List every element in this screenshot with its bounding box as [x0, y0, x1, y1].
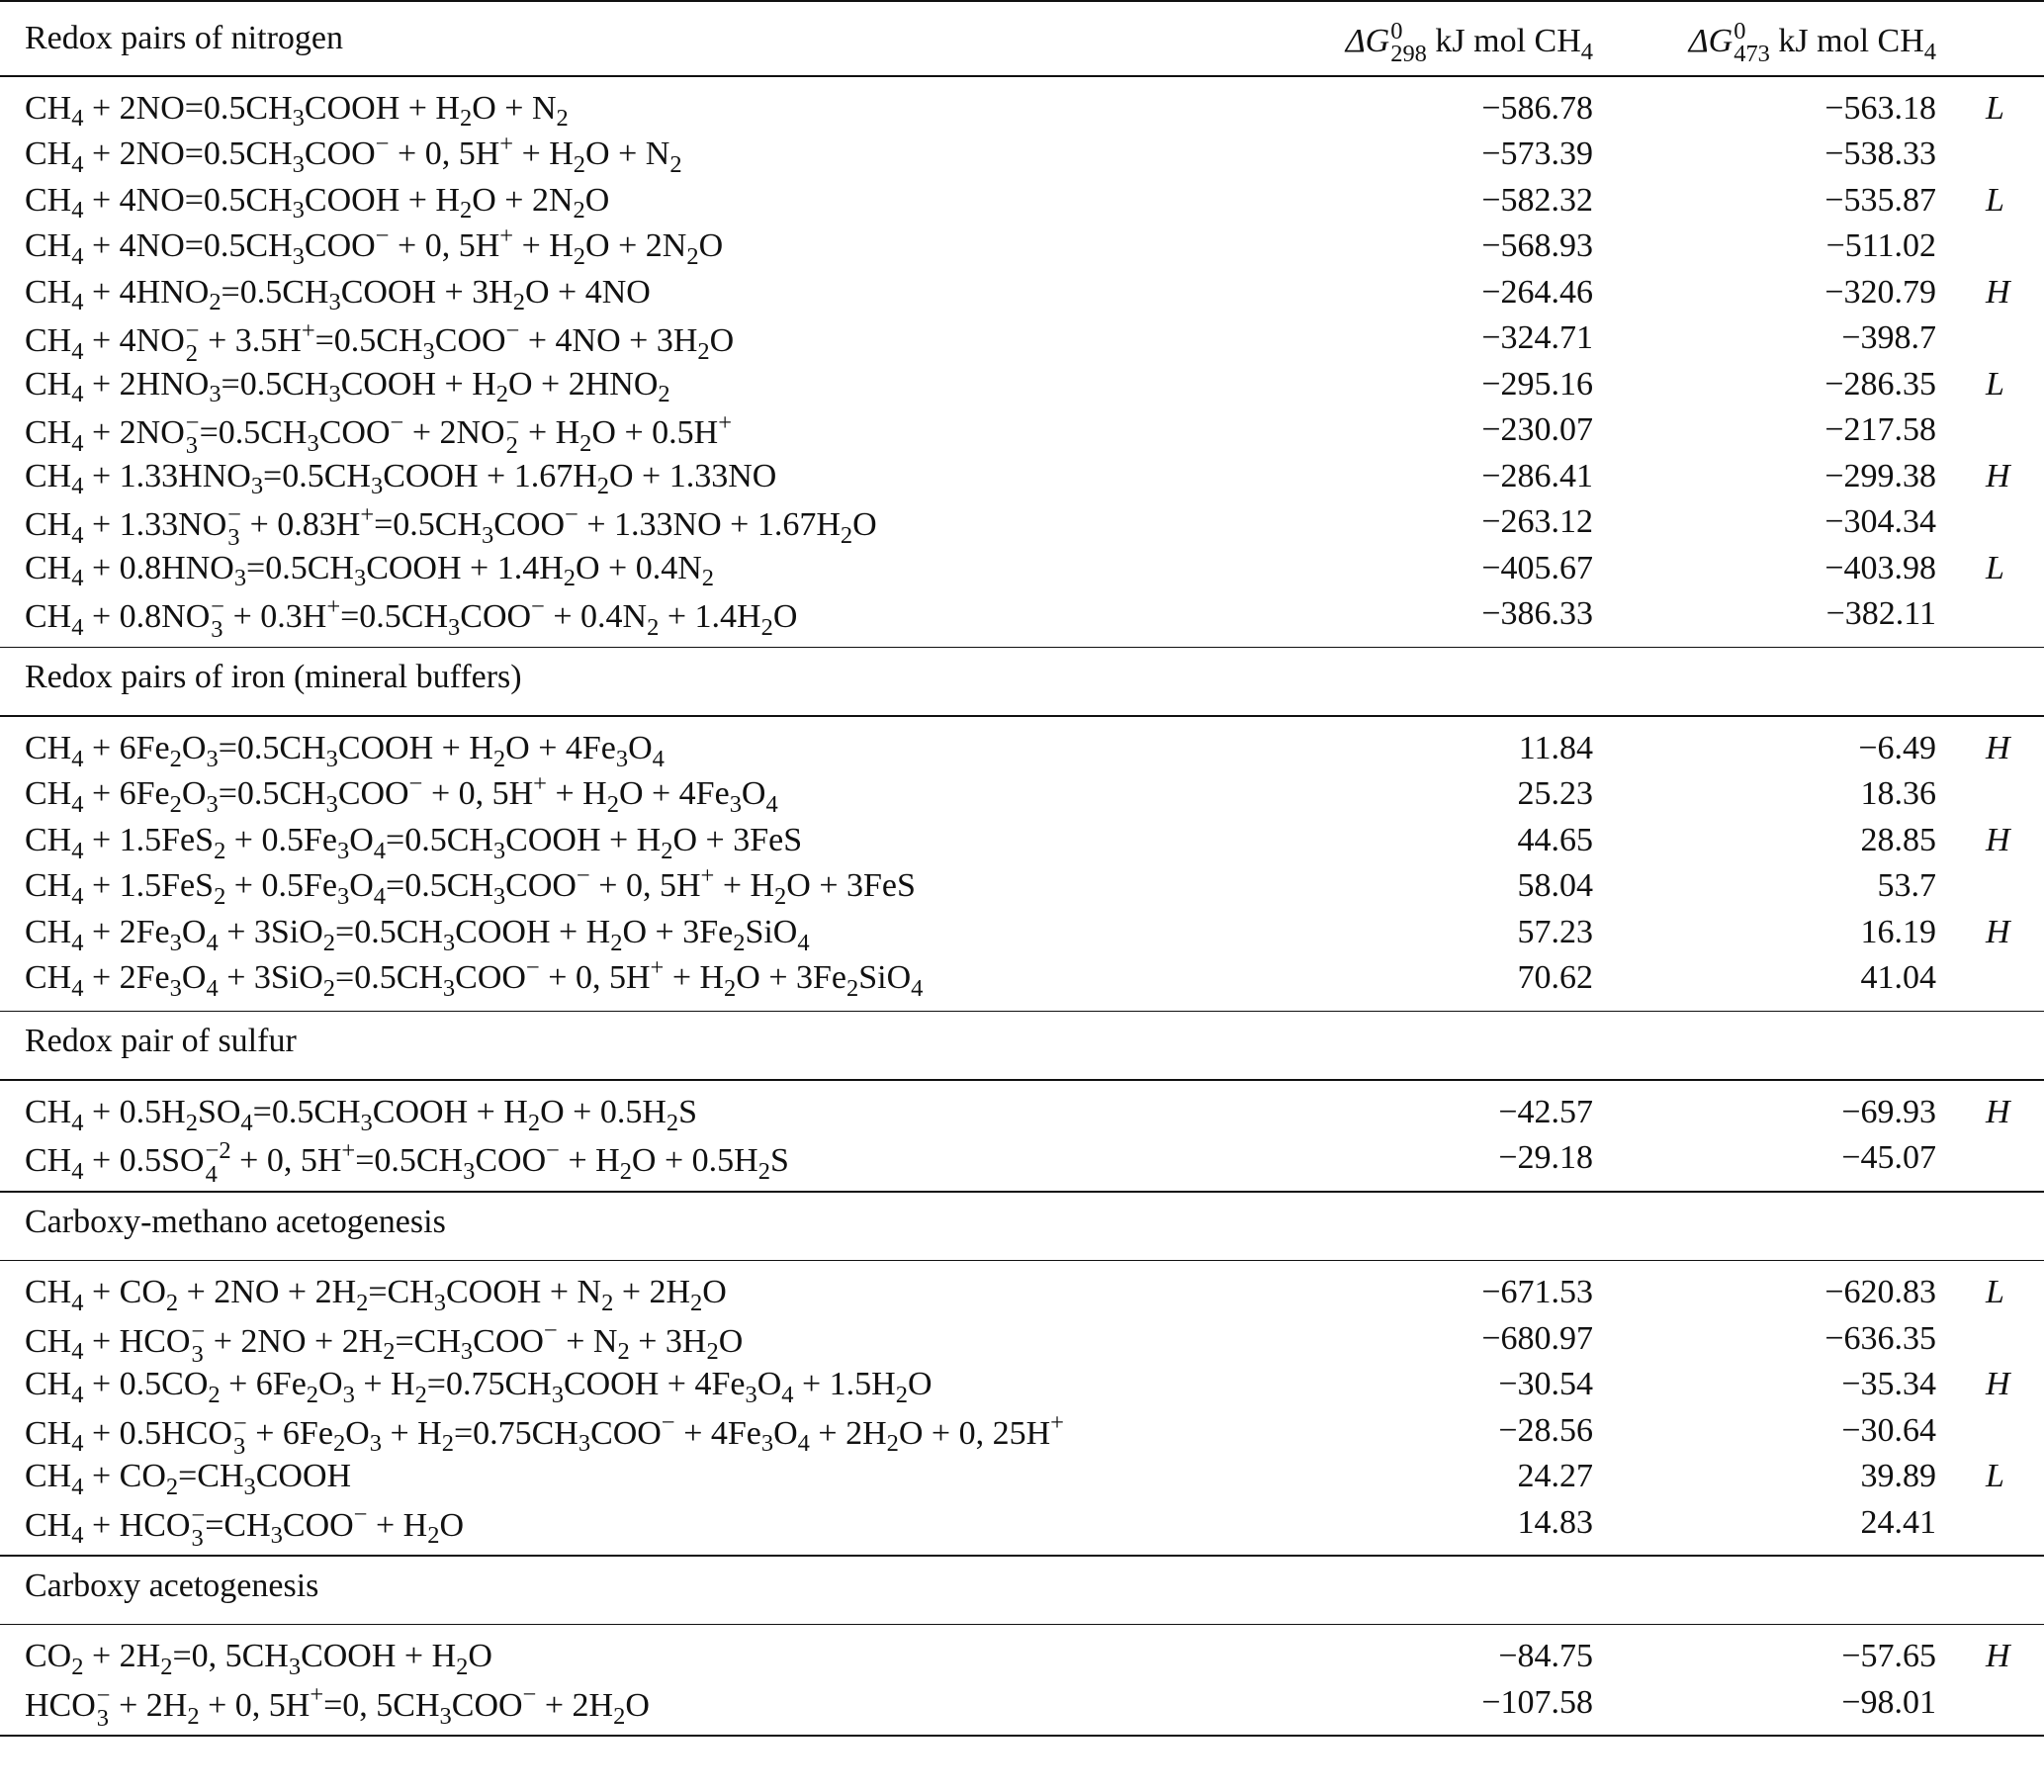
delta-g-473: −320.79 — [1824, 273, 1936, 311]
table-row — [0, 1680, 2044, 1733]
delta-g-298: 58.04 — [1517, 867, 1593, 905]
delta-g-473: −299.38 — [1824, 457, 1936, 494]
table-row — [0, 454, 2044, 500]
reaction-equation: $CH_4 + 1.33NO$ − 3 + $0.83H^+=0.5CH_3COO^- + 1.33NO + 1.67H_2O$ — [25, 500, 877, 552]
delta-g-298: −28.56 — [1498, 1411, 1593, 1449]
header-g473-sub: 473 — [1733, 41, 1770, 68]
delta-g-473: 53.7 — [1877, 867, 1936, 905]
state-tag: H — [1986, 273, 2010, 311]
table-row — [0, 1500, 2044, 1552]
header-g298 — [1346, 20, 1593, 66]
header-g473 — [1689, 20, 1936, 66]
header-reaction: Redox pairs of nitrogen — [25, 20, 343, 56]
delta-g-298: −582.32 — [1481, 181, 1593, 219]
reaction-equation: $CH_4 + 2NO=0.5CH_3COO^- + 0$, $5H^+ + H_2O + N_2$ — [25, 130, 682, 178]
header-g473-script — [1733, 20, 1770, 66]
reaction-equation: $CO_2 + 2H_2=0$, $5CH_3COOH + H_2O$ — [25, 1638, 492, 1681]
table-row — [0, 1090, 2044, 1136]
state-tag: H — [1986, 729, 2010, 766]
section-heading — [0, 648, 2044, 715]
delta-g-473: −563.18 — [1824, 89, 1936, 127]
delta-g-473: −30.64 — [1841, 1411, 1936, 1449]
reaction-equation: $CH_4 + 0.8NO$ − 3 + $0.3H^+=0.5CH_3COO^- + 0.4N_2 + 1.4H_2O$ — [25, 592, 798, 644]
state-tag: L — [1986, 549, 2004, 586]
state-tag: L — [1986, 1274, 2004, 1311]
reaction-equation: $CH_4 + 2Fe_3O_4 + 3SiO_2=0.5CH_3COO^- + 0$, $5H^+ + H_2O + 3Fe_2SiO_4$ — [25, 953, 924, 1003]
table-row — [0, 407, 2044, 460]
delta-g-473: −398.7 — [1841, 319, 1936, 357]
section-spacer — [0, 1081, 2044, 1090]
reaction-equation: HCO − 3 + $2H_2 + 0$, 5H+=0, $5CH_3COO^- + 2H_2O$ — [25, 1681, 650, 1733]
delta-g-473: −382.11 — [1825, 595, 1936, 633]
table-row — [0, 362, 2044, 408]
reaction-equation: $CH_4 + 1.5FeS_2$ + $0.5Fe_3O_4=0.5CH_3COOH + H_2O + 3FeS$ — [25, 821, 803, 864]
delta-g-298: 44.65 — [1517, 821, 1593, 858]
delta-g-473: −636.35 — [1824, 1319, 1936, 1357]
reaction-equation: $CH_4 + 1.5FeS_2 + 0.5Fe_3O_4=0.5CH_3COO^- + 0$, $5H^+ + H_2O + 3FeS$ — [25, 861, 916, 911]
delta-g-473: −69.93 — [1841, 1093, 1936, 1130]
reaction-equation: $CH_4$ + $6Fe_2O_3=0.5CH_3COOH + H_2O + 4Fe_3O_4$ — [25, 729, 665, 772]
reaction-equation: $CH_4 + CO_2 + 2NO$ + $2H_2=CH_3COOH + N_2 + 2H_2O$ — [25, 1274, 727, 1316]
state-tag: H — [1986, 1638, 2010, 1675]
reaction-equation: $CH_4$ + $0.5H_2SO_4=0.5CH_3COOH + H_2O + 0.5H_2S$ — [25, 1093, 698, 1136]
delta-g-473: −45.07 — [1841, 1139, 1936, 1177]
reaction-equation: $CH_4 + 6Fe_2O_3=0.5CH_3COO^- + 0$, $5H^+ + H_2O + 4Fe_3O_4$ — [25, 769, 778, 819]
table-row — [0, 591, 2044, 644]
delta-g-473: 28.85 — [1860, 821, 1936, 858]
delta-g-298: −263.12 — [1481, 503, 1593, 541]
delta-g-473: 16.19 — [1860, 913, 1936, 950]
header-g473-sup: 0 — [1733, 18, 1746, 45]
section-spacer — [0, 1002, 2044, 1011]
delta-g-473: −620.83 — [1824, 1274, 1936, 1311]
header-g473-unit-sub: 4 — [1923, 38, 1936, 65]
delta-g-298: 14.83 — [1517, 1503, 1593, 1541]
header-g298-sup: 0 — [1390, 18, 1403, 45]
delta-g-473: −6.49 — [1858, 729, 1936, 766]
section-heading — [0, 1193, 2044, 1260]
delta-g-473: −538.33 — [1824, 135, 1936, 173]
reaction-equation: $CH_4 + 0.5HCO$ − 3 + $6Fe_2O_3 + H_2=0.75CH_3COO^- + 4Fe_3O_4 + 2H_2O + 0$, 25H+ — [25, 1409, 1064, 1460]
delta-g-473: −403.98 — [1824, 549, 1936, 586]
delta-g-298: −324.71 — [1481, 319, 1593, 357]
delta-g-298: −568.93 — [1481, 227, 1593, 265]
table-row — [0, 178, 2044, 224]
table-header — [0, 2, 2044, 75]
state-tag: H — [1986, 821, 2010, 858]
reaction-equation: $CH_4 + 2NO$ − 3 $=0.5CH_3COO^- + 2NO$ − 2 + $H_2O + 0.5H^+$ — [25, 408, 733, 460]
delta-g-473: 41.04 — [1860, 959, 1936, 997]
state-tag: L — [1986, 1458, 2004, 1495]
header-g298-script — [1390, 20, 1427, 66]
table-row — [0, 270, 2044, 316]
reaction-equation: $CH_4$ + $1.33HNO_3=0.5CH_3COOH + 1.67H_2O + 1.33NO$ — [25, 457, 777, 500]
delta-g-298: −107.58 — [1481, 1683, 1593, 1721]
delta-g-298: −586.78 — [1481, 89, 1593, 127]
table-row — [0, 1135, 2044, 1188]
delta-g-298: −29.18 — [1498, 1139, 1593, 1177]
delta-g-298: −230.07 — [1481, 411, 1593, 449]
state-tag: H — [1986, 1366, 2010, 1403]
table-row — [0, 1270, 2044, 1316]
table-row — [0, 863, 2044, 910]
delta-g-298: −295.16 — [1481, 365, 1593, 403]
section-spacer — [0, 1261, 2044, 1270]
table-row — [0, 1634, 2044, 1680]
delta-g-298: −671.53 — [1481, 1274, 1593, 1311]
delta-g-473: 39.89 — [1860, 1458, 1936, 1495]
table-row — [0, 315, 2044, 368]
delta-g-298: 57.23 — [1517, 913, 1593, 950]
delta-g-473: 18.36 — [1860, 775, 1936, 813]
header-g298-symbol: ΔG — [1345, 22, 1390, 59]
table-row — [0, 86, 2044, 133]
header-g298-unit: kJ mol CH — [1426, 22, 1581, 59]
delta-g-298: −286.41 — [1481, 457, 1593, 494]
delta-g-473: −304.34 — [1824, 503, 1936, 541]
header-g473-unit: kJ mol CH — [1769, 22, 1924, 59]
table-row — [0, 499, 2044, 552]
state-tag: H — [1986, 457, 2010, 494]
table-row — [0, 955, 2044, 1002]
reaction-equation: $CH_4 + 4NO=0.5CH_3COO^- + 0$, $5H^+ + H_2O + 2N_2O$ — [25, 222, 724, 270]
reaction-equation: $CH_4 + 0.5SO$ −2 4 + 0, $5H^+=0.5CH_3COO^- + H_2O + 0.5H_2S$ — [25, 1136, 789, 1188]
section-title: Carboxy acetogenesis — [25, 1567, 319, 1604]
delta-g-473: −286.35 — [1824, 365, 1936, 403]
section-spacer — [0, 77, 2044, 86]
delta-g-473: −57.65 — [1841, 1638, 1936, 1675]
delta-g-298: −680.97 — [1481, 1319, 1593, 1357]
reaction-equation: $CH_4 + 2Fe_3O_4$ + $3SiO_2=0.5CH_3COOH + H_2O + 3Fe_2SiO_4$ — [25, 913, 810, 956]
section-title: Redox pairs of iron (mineral buffers) — [25, 659, 522, 696]
table-row — [0, 1316, 2044, 1368]
header-g298-unit-sub: 4 — [1580, 38, 1593, 65]
reaction-equation: $CH_4$ + $0.8HNO_3=0.5CH_3COOH + 1.4H_2O + 0.4N_2$ — [25, 549, 715, 592]
section-heading — [0, 1012, 2044, 1079]
reaction-equation: $CH_4 + 4NO$ − 2 + $3.5H^+=0.5CH_3COO^- + 4NO + 3H_2O$ — [25, 316, 735, 368]
state-tag: L — [1986, 365, 2004, 403]
delta-g-298: −42.57 — [1498, 1093, 1593, 1130]
delta-g-473: −98.01 — [1841, 1683, 1936, 1721]
section-spacer — [0, 717, 2044, 726]
reaction-equation: $CH_4$ + $2NO=0.5CH_3COOH + H_2O + N_2$ — [25, 89, 569, 133]
delta-g-473: −535.87 — [1824, 181, 1936, 219]
delta-g-473: −35.34 — [1841, 1366, 1936, 1403]
delta-g-298: 24.27 — [1517, 1458, 1593, 1495]
delta-g-298: −30.54 — [1498, 1366, 1593, 1403]
section-title: Carboxy-methano acetogenesis — [25, 1203, 446, 1240]
state-tag: L — [1986, 181, 2004, 219]
table-row — [0, 546, 2044, 592]
table-row — [0, 1408, 2044, 1460]
table-row — [0, 132, 2044, 178]
delta-g-298: −84.75 — [1498, 1638, 1593, 1675]
section-title: Redox pair of sulfur — [25, 1023, 297, 1060]
delta-g-298: −264.46 — [1481, 273, 1593, 311]
state-tag: H — [1986, 913, 2010, 950]
header-g473-symbol: ΔG — [1688, 22, 1733, 59]
delta-g-473: 24.41 — [1860, 1503, 1936, 1541]
table-row — [0, 818, 2044, 864]
reaction-equation: $CH_4$ + $2HNO_3=0.5CH_3COOH + H_2O + 2HNO_2$ — [25, 365, 670, 408]
table-row — [0, 910, 2044, 956]
section-heading — [0, 1557, 2044, 1624]
delta-g-473: −217.58 — [1824, 411, 1936, 449]
reaction-equation: $CH_4$ + $CO_2=CH_3COOH$ — [25, 1458, 352, 1500]
delta-g-473: −511.02 — [1825, 227, 1936, 265]
table-row — [0, 1454, 2044, 1500]
state-tag: H — [1986, 1093, 2010, 1130]
reaction-equation: $CH_4$ + HCO − 3 + $2NO + 2H_2=CH_3COO^- + N_2 + 3H_2O$ — [25, 1317, 744, 1368]
header-g298-sub: 298 — [1390, 41, 1427, 68]
reaction-equation: $CH_4$ + HCO − 3 $=CH_3COO^- + H_2O$ — [25, 1501, 465, 1552]
delta-g-298: −386.33 — [1481, 595, 1593, 633]
table-body — [0, 77, 2044, 1736]
bottom-rule — [0, 1735, 2044, 1737]
delta-g-298: −405.67 — [1481, 549, 1593, 586]
reaction-equation: $CH_4$ + $4NO=0.5CH_3COOH + H_2O + 2N_2O$ — [25, 181, 610, 224]
reaction-equation: $CH_4 + 0.5CO_2 + 6Fe_2O_3$ + $H_2=0.75CH_3COOH + 4Fe_3O_4 + 1.5H_2O$ — [25, 1366, 933, 1408]
delta-g-298: −573.39 — [1481, 135, 1593, 173]
delta-g-298: 11.84 — [1518, 729, 1593, 766]
table-row — [0, 224, 2044, 270]
table-row — [0, 726, 2044, 772]
delta-g-298: 70.62 — [1517, 959, 1593, 997]
reaction-equation: $CH_4$ + $4HNO_2=0.5CH_3COOH + 3H_2O + 4NO$ — [25, 273, 651, 316]
delta-g-298: 25.23 — [1517, 775, 1593, 813]
state-tag: L — [1986, 89, 2004, 127]
table-row — [0, 771, 2044, 818]
table-row — [0, 1362, 2044, 1408]
section-spacer — [0, 1625, 2044, 1634]
